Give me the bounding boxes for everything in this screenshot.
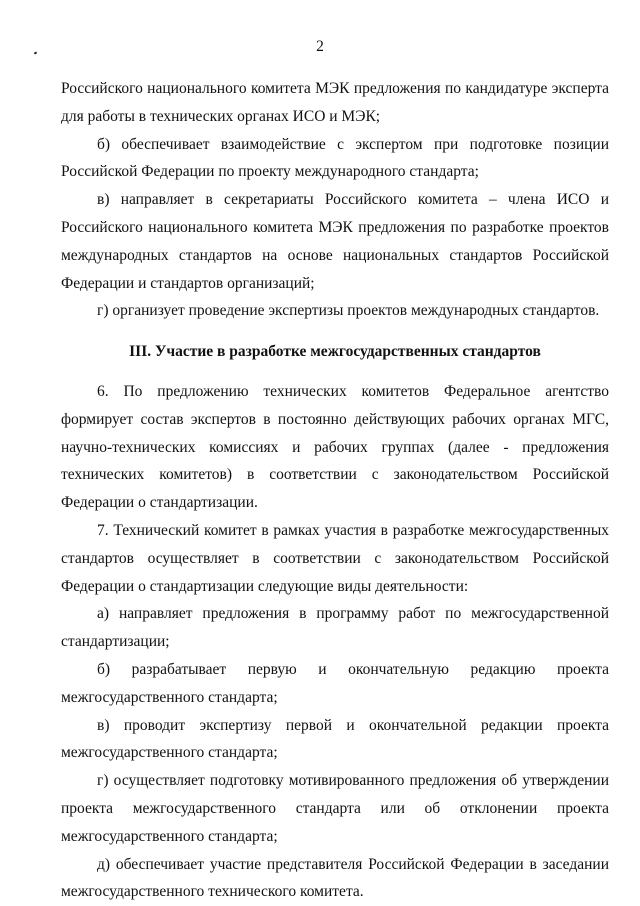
paragraph-6: 6. По предложению технических комитетов Федеральное агентство формирует состав экспертов в постоянно действующих рабочих органах МГС, научно-технических комиссиях и рабочих группах (далее - предложения технических комитетов) в соответствии с законодательством Российской Федерации о стандартизации. bbox=[61, 382, 609, 512]
paragraph-item-g: г) организует проведение экспертизы проектов международных стандартов. bbox=[97, 302, 600, 320]
paragraph-7-item-g: г) осуществляет подготовку мотивированного предложения об утверждении проекта межгосударственного стандарта или об отклонении проекта межгосударственного стандарта; bbox=[61, 772, 609, 845]
page-number: 2 bbox=[316, 38, 324, 55]
paragraph-7: 7. Технический комитет в рамках участия в разработке межгосударственных стандартов осуществляет в соответствии с законодательством Российской Федерации о стандартизации следующие виды деятельности: bbox=[61, 521, 609, 595]
paragraph-item-b: б) обеспечивает взаимодействие с экспертом при подготовке позиции Российской Федерации по проекту международного стандарта; bbox=[61, 135, 609, 181]
paragraph-item-v: в) направляет в секретариаты Российского комитета – члена ИСО и Российского национального комитета МЭК предложения по разработке проектов международных стандартов на основе национальных стандартов Российской Федерации и стандартов организаций; bbox=[61, 191, 609, 292]
paragraph-7-item-v: в) проводит экспертизу первой и окончательной редакции проекта межгосударственного стандарта; bbox=[61, 716, 609, 762]
document-body bbox=[61, 75, 609, 906]
paragraph-7-item-b: б) разрабатывает первую и окончательную редакцию проекта межгосударственного стандарта; bbox=[61, 660, 609, 706]
section-heading: III. Участие в разработке межгосударственных стандартов bbox=[129, 343, 541, 361]
paragraph-continuation: Российского национального комитета МЭК предложения по кандидатуре эксперта для работы в технических органах ИСО и МЭК; bbox=[61, 80, 609, 125]
paragraph-7-item-a: а) направляет предложения в программу работ по межгосударственной стандартизации; bbox=[61, 605, 609, 651]
paragraph-7-item-d: д) обеспечивает участие представителя Российской Федерации в заседании межгосударственного технического комитета. bbox=[61, 855, 609, 901]
